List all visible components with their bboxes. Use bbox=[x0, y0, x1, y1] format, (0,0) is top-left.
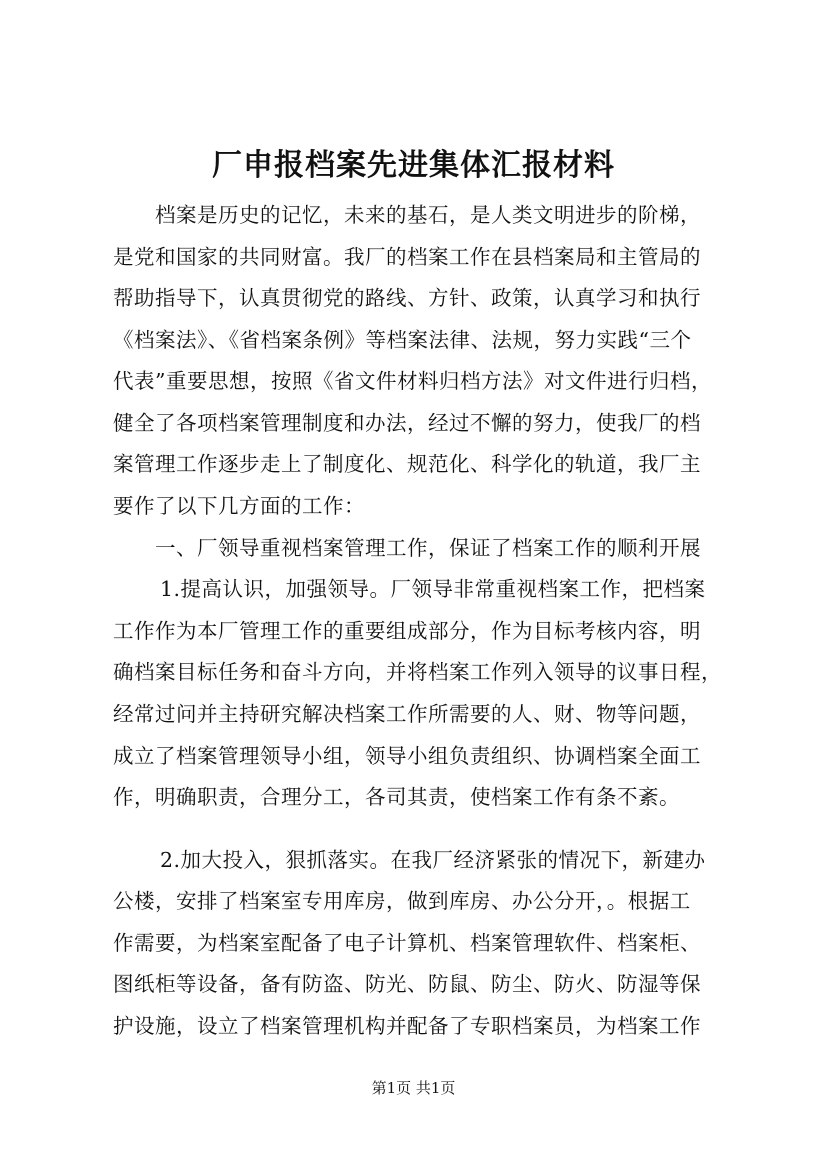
body-line: 代表”重要思想，按照《省文件材料归档方法》对文件进行归档， bbox=[113, 369, 712, 393]
body-line: 是党和国家的共同财富。我厂的档案工作在县档案局和主管局的 bbox=[113, 245, 701, 269]
body-line: 作，明确职责，合理分工，各司其责，使档案工作有条不紊。 bbox=[113, 785, 680, 809]
body-line: 健全了各项档案管理制度和办法，经过不懈的努力，使我厂的档 bbox=[113, 411, 701, 435]
body-line: 《档案法》、《省档案条例》等档案法律、法规，努力实践“三个 bbox=[113, 328, 692, 352]
body-line: 公楼，安排了档案室专用库房，做到库房、办公分开，。根据工 bbox=[113, 889, 691, 913]
body-line: 帮助指导下，认真贯彻党的路线、方针、政策，认真学习和执行 bbox=[113, 286, 701, 310]
body-line: 工作作为本厂管理工作的重要组成部分，作为目标考核内容，明 bbox=[113, 619, 701, 643]
document-title: 厂申报档案先进集体汇报材料 bbox=[212, 148, 615, 183]
body-line: 经常过问并主持研究解决档案工作所需要的人、财、物等问题， bbox=[113, 702, 701, 726]
page-footer: 第1页 共1页 bbox=[371, 1079, 456, 1097]
body-line: 1.提高认识，加强领导。厂领导非常重视档案工作，把档案 bbox=[160, 577, 706, 601]
body-line: 护设施，设立了档案管理机构并配备了专职档案员，为档案工作 bbox=[113, 1014, 701, 1038]
section-heading: 一、厂领导重视档案管理工作，保证了档案工作的顺利开展 bbox=[155, 536, 701, 560]
body-line: 确档案目标任务和奋斗方向，并将档案工作列入领导的议事日程， bbox=[113, 660, 722, 684]
body-line: 2.加大投入，狠抓落实。在我厂经济紧张的情况下，新建办 bbox=[160, 848, 706, 872]
body-line: 案管理工作逐步走上了制度化、规范化、科学化的轨道，我厂主 bbox=[113, 452, 701, 476]
body-line: 档案是历史的记忆，未来的基石，是人类文明进步的阶梯， bbox=[155, 203, 701, 227]
body-line: 成立了档案管理领导小组，领导小组负责组织、协调档案全面工 bbox=[113, 744, 701, 768]
body-line: 图纸柜等设备，备有防盗、防光、防鼠、防尘、防火、防湿等保 bbox=[113, 972, 701, 996]
body-line: 要作了以下几方面的工作： bbox=[113, 494, 365, 518]
body-line: 作需要，为档案室配备了电子计算机、档案管理软件、档案柜、 bbox=[113, 931, 701, 955]
